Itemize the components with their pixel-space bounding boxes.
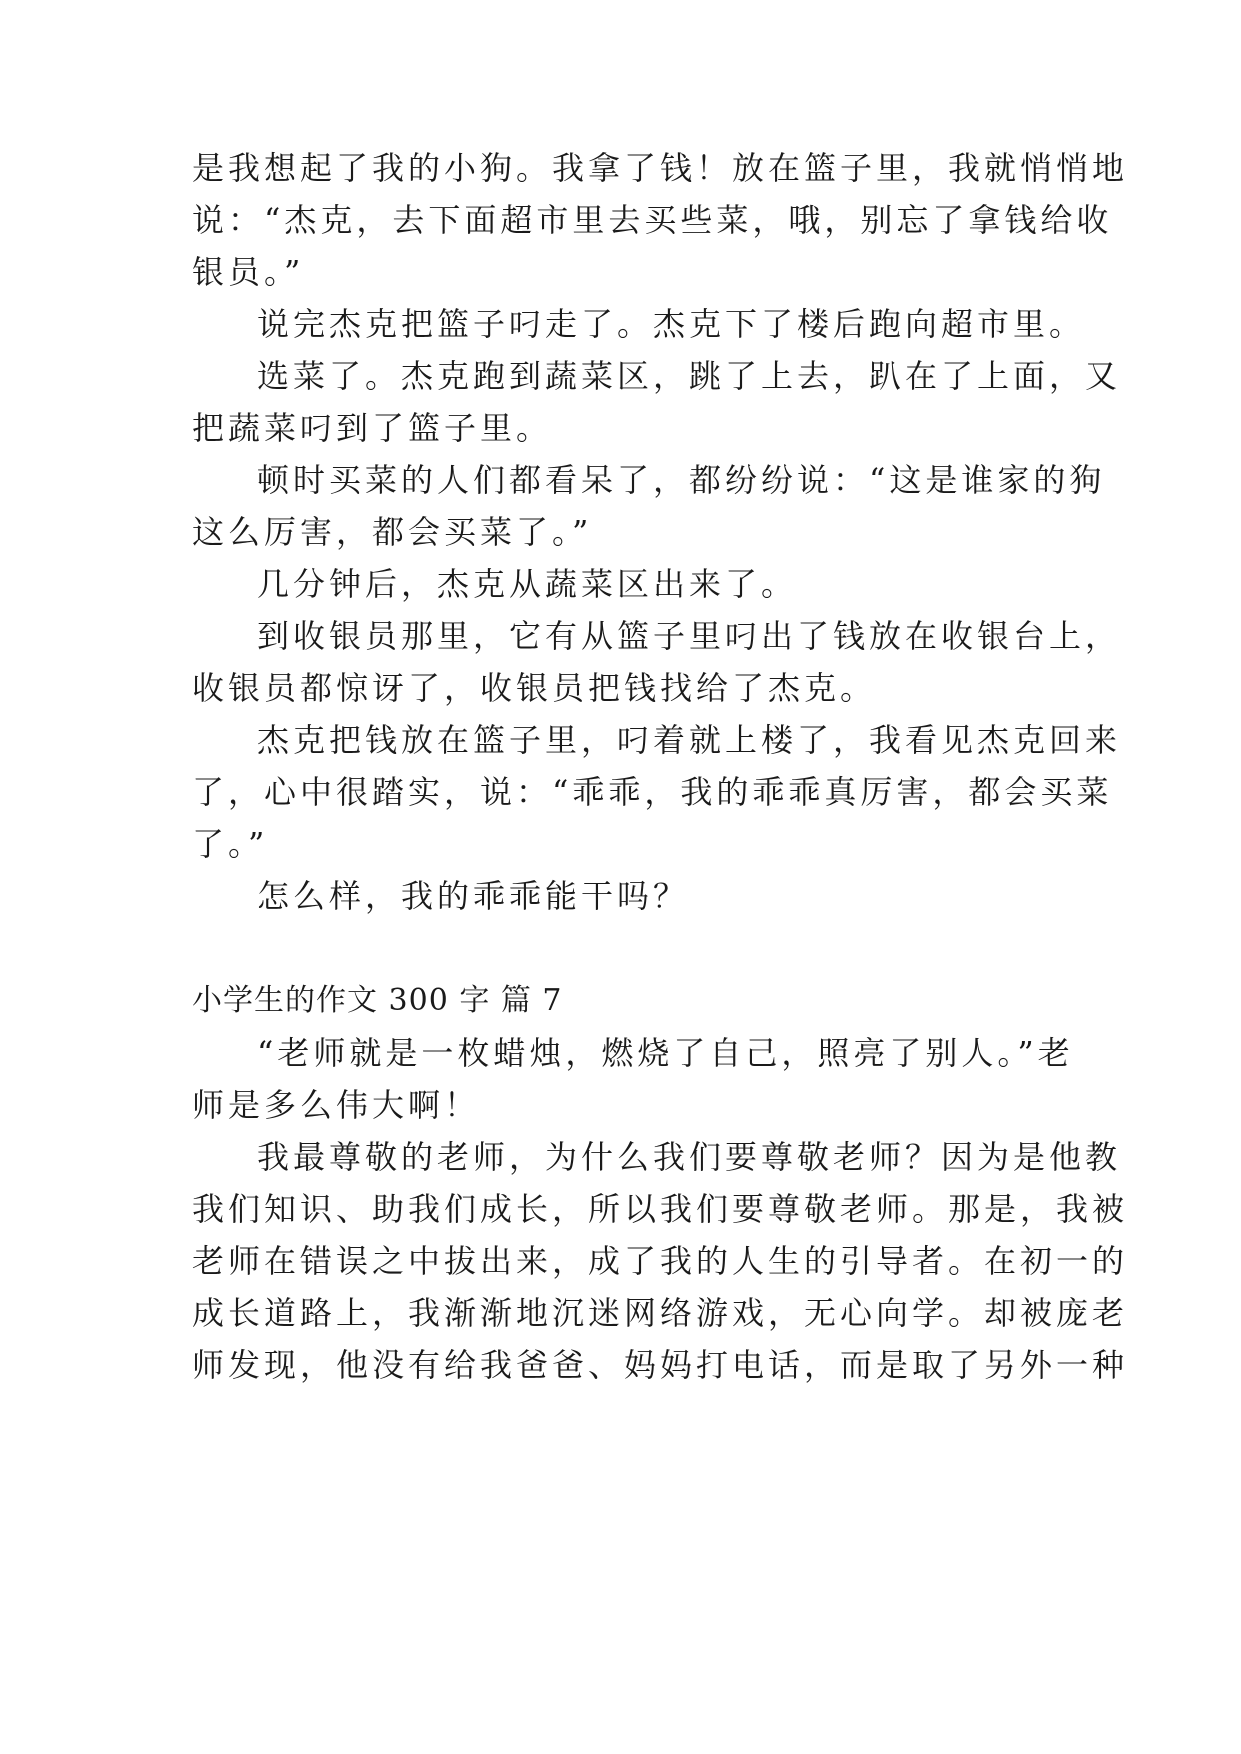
text-line: 师是多么伟大啊！ — [192, 1086, 481, 1124]
text-line: 说：“杰克，去下面超市里去买些菜，哦，别忘了拿钱给收 — [192, 201, 1113, 239]
section-heading: 小学生的作文 300 字 篇 7 — [192, 983, 563, 1018]
text-line: 我最尊敬的老师，为什么我们要尊敬老师？因为是他教 — [257, 1138, 1122, 1176]
text-line: 成长道路上，我渐渐地沉迷网络游戏，无心向学。却被庞老 — [192, 1294, 1129, 1332]
text-line: “老师就是一枚蜡烛，燃烧了自己，照亮了别人。”老 — [257, 1034, 1074, 1072]
text-line: 几分钟后，杰克从蔬菜区出来了。 — [257, 565, 798, 603]
text-line: 师发现，他没有给我爸爸、妈妈打电话，而是取了另外一种 — [192, 1346, 1129, 1384]
text-line: 选菜了。杰克跑到蔬菜区，跳了上去，趴在了上面，又 — [257, 357, 1122, 395]
text-line: 收银员都惊讶了，收银员把钱找给了杰克。 — [192, 669, 877, 707]
text-line: 怎么样，我的乖乖能干吗？ — [257, 877, 690, 915]
text-line: 到收银员那里，它有从篮子里叼出了钱放在收银台上， — [257, 617, 1122, 655]
text-line: 我们知识、助我们成长，所以我们要尊敬老师。那是，我被 — [192, 1190, 1129, 1228]
text-line: 顿时买菜的人们都看呆了，都纷纷说：“这是谁家的狗 — [257, 461, 1106, 499]
text-line: 说完杰克把篮子叼走了。杰克下了楼后跑向超市里。 — [257, 305, 1086, 343]
text-line: 老师在错误之中拔出来，成了我的人生的引导者。在初一的 — [192, 1242, 1129, 1280]
text-line: 把蔬菜叼到了篮子里。 — [192, 409, 553, 447]
text-line: 了，心中很踏实，说：“乖乖，我的乖乖真厉害，都会买菜 — [192, 773, 1113, 811]
text-line: 这么厉害，都会买菜了。” — [192, 513, 593, 551]
text-line: 杰克把钱放在篮子里，叼着就上楼了，我看见杰克回来 — [257, 721, 1122, 759]
text-line: 银员。” — [192, 253, 305, 291]
text-line: 是我想起了我的小狗。我拿了钱！放在篮子里，我就悄悄地 — [192, 149, 1129, 187]
text-line: 了。” — [192, 825, 269, 863]
